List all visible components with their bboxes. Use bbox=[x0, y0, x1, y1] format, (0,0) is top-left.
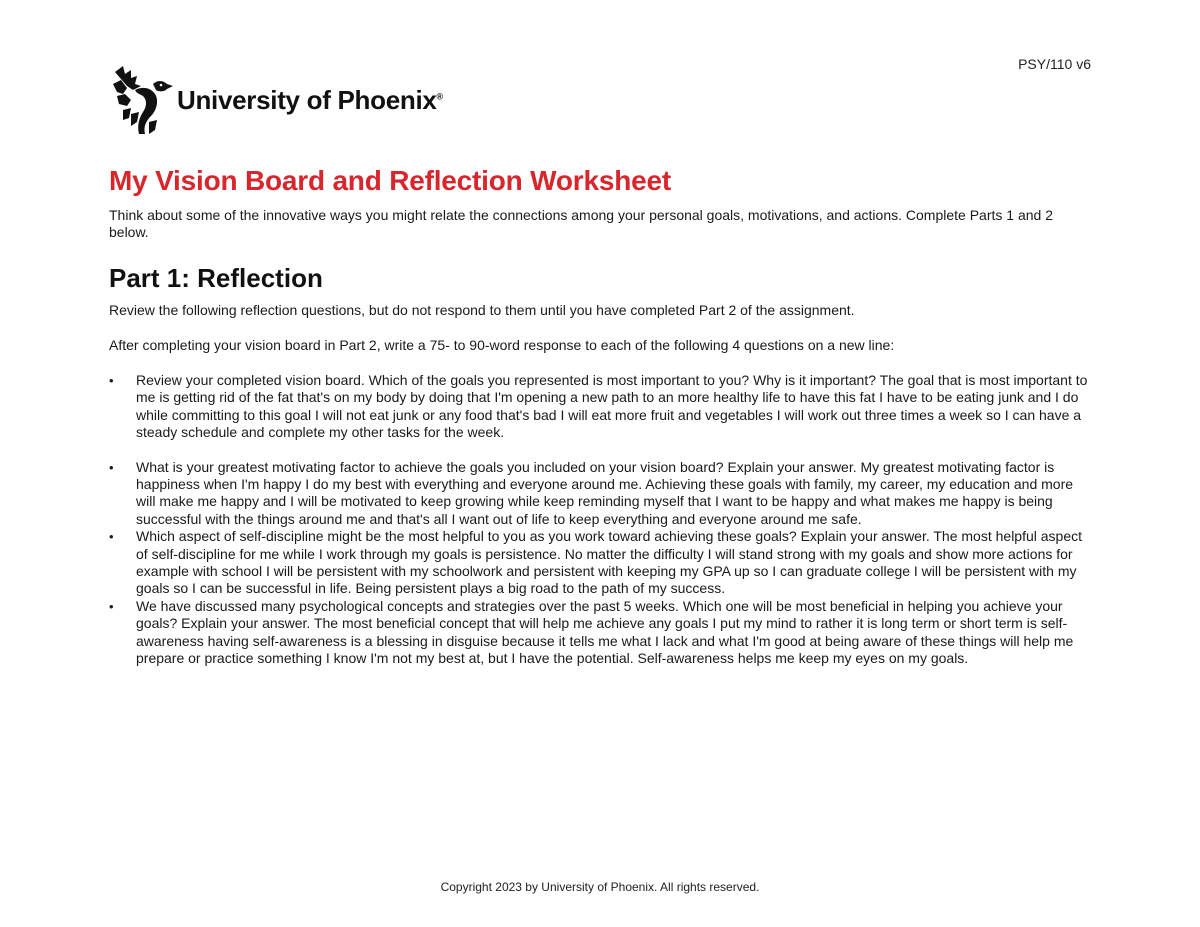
question-text: What is your greatest motivating factor to achieve the goals you included on your vision board? Explain your answer. My greatest motivating factor is happiness when I'm happy I do my best with everything and everyone around me. Achieving these goals with family, my career, my education and more will make me happy and I will be motivated to keep growing while keep reminding myself that I want to be happy and what makes me happy is being successful with the things around me and that's all I want out of life to keep everything and everyone around me safe. bbox=[136, 458, 1074, 527]
copyright-footer: Copyright 2023 by University of Phoenix. All rights reserved. bbox=[440, 880, 760, 894]
question-text: We have discussed many psychological concepts and strategies over the past 5 weeks. Which one will be most beneficial in helping you achieve your goals? Explain your answer. The most beneficial concept that will help me achieve any goals I put my mind to rather it is long term or short term is self-awareness having self-awareness is a blessing in disguise because it tells me what I lack and what I'm good at being aware of these things will help me prepare or practice something I know I'm not my best at, but I have the potential. Self-awareness helps me keep my eyes on my goals. bbox=[136, 597, 1074, 667]
course-code: PSY/110 v6 bbox=[1018, 56, 1091, 72]
bullet-icon: • bbox=[109, 373, 114, 388]
bullet-icon: • bbox=[109, 529, 114, 545]
list-item bbox=[109, 372, 1091, 442]
list-item bbox=[109, 598, 1091, 668]
list-item bbox=[109, 528, 1091, 598]
part1-instruction-2: After completing your vision board in Part 2, write a 75- to 90-word response to each of the following 4 questions on a new line: bbox=[109, 337, 895, 353]
logo-wordmark bbox=[177, 87, 443, 113]
registered-mark: ® bbox=[436, 91, 443, 102]
question-text: Which aspect of self-discipline might be the most helpful to you as you work toward achieving these goals? Explain your answer. The most helpful aspect of self-discipline for me while I work through my goals is persistence. No matter the difficulty I will stand strong with my goals and show more actions for example with school I will be persistent with my schoolwork and persistent with keeping my GPA up so I can graduate college I will be persistent with my goals so I can be successful in life. Being persistent plays a big road to the path of my success. bbox=[136, 528, 1083, 597]
document-body bbox=[109, 165, 1091, 668]
logo-name: University of Phoenix bbox=[177, 85, 437, 115]
phoenix-bird-icon bbox=[109, 64, 175, 136]
part1-heading: Part 1: Reflection bbox=[109, 263, 323, 293]
intro-paragraph: Think about some of the innovative ways you might relate the connections among your personal goals, motivations, and actions. Complete Parts 1 and 2 below. bbox=[109, 207, 1053, 240]
document-title: My Vision Board and Reflection Worksheet bbox=[109, 165, 671, 196]
bullet-icon: • bbox=[109, 598, 114, 614]
bullet-icon: • bbox=[109, 459, 114, 475]
question-text: Review your completed vision board. Which of the goals you represented is most important to you? Why is it important? The goal that is most important to me is getting rid of the fat that's on my body by doing that I'm opening a new path to an more healthy life to have this fat I have to be eating junk and I do while committing to this goal I will not eat junk or any food that's bad I will eat more fruit and vegetables I will work out three times a week so I can have a steady schedule and complete my other tasks for the week. bbox=[136, 372, 1088, 441]
university-logo bbox=[109, 64, 443, 136]
part1-instruction-1: Review the following reflection questions, but do not respond to them until you have completed Part 2 of the assignment. bbox=[109, 302, 855, 318]
reflection-questions-list bbox=[109, 372, 1091, 668]
list-item bbox=[109, 459, 1091, 529]
